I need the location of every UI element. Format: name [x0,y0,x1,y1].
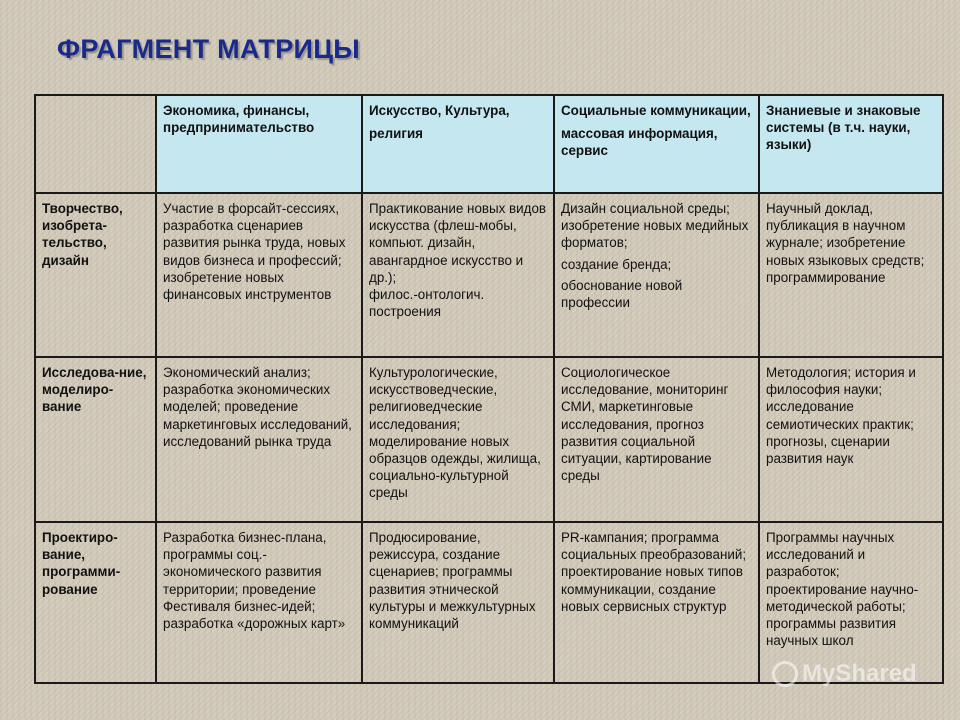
cell-text: PR-кампания; программа социальных преобразований; проектирование новых типов коммуникации, создание новых сервисных структур [561,530,747,614]
cell-text: филос.-онтологич. построения [369,287,485,320]
cell-text: Научный доклад, публикация в научном журнале; изобретение новых языковых средств; программирование [766,201,925,285]
corner-cell [35,95,156,193]
matrix-cell [759,357,943,522]
column-header-economics [156,95,362,193]
matrix-cell [156,193,362,357]
cell-text: создание бренда; [561,256,672,272]
cell-text: Культурологические, искусствоведческие, религиоведческие исследования; моделирование новых образцов одежды, жилища, социально-культурной среды [369,365,541,501]
matrix-cell [362,357,554,522]
watermark-text: MyShared [802,660,917,687]
column-header-text: Знаниевые и знаковые системы (в т.ч. науки, языки) [766,103,921,153]
row-header: Проектиро-вание, программи-рование [35,522,156,683]
cell-text: Дизайн социальной среды; изобретение новых медийных форматов; [561,201,749,251]
matrix-cell [759,522,943,683]
cell-text: Разработка бизнес-плана, программы соц.-экономического развития территории; проведение Фестиваля бизнес-идей; разработка «дорожных карт» [163,530,346,632]
slide-title: ФРАГМЕНТ МАТРИЦЫ [57,34,360,64]
cell-text: Методология; история и философия науки; исследование семиотических практик; прогнозы, сценарии развития наук [766,365,916,467]
column-header-text: массовая информация, сервис [561,126,718,159]
watermark-logo-icon [772,661,798,687]
header-row [35,95,943,193]
matrix-row-creativity [35,193,943,357]
column-header-text: Социальные коммуникации, [561,103,751,118]
column-header-knowledge-systems [759,95,943,193]
column-header-art-culture [362,95,554,193]
matrix-cell [759,193,943,357]
matrix-table [34,94,944,684]
cell-text: Участие в форсайт-сессиях, разработка сценариев развития рынка труда, новых видов бизнеса и профессий; изобретение новых финансовых инструментов [163,201,346,303]
column-header-text: Искусство, Культура, [369,103,510,118]
cell-text: Социологическое исследование, мониторинг СМИ, маркетинговые исследования, прогноз развития социальной ситуации, картирование среды [561,365,729,484]
matrix-row-research [35,357,943,522]
matrix-cell [362,193,554,357]
watermark [772,660,917,688]
row-header: Творчество, изобрета-тельство, дизайн [35,193,156,357]
matrix-cell [156,357,362,522]
matrix-cell [554,522,759,683]
cell-text: обоснование новой профессии [561,277,683,311]
cell-text: Программы научных исследований и разработок; проектирование научно-методической работы; программы развития научных школ [766,530,919,649]
cell-text: Продюсирование, режиссура, создание сценариев; программы развития этнической культуры и межкультурных коммуникаций [369,530,536,632]
cell-text: Экономический анализ; разработка экономических моделей; проведение маркетинговых исследований, исследований рынка труда [163,365,352,449]
column-header-text: религия [369,126,423,142]
column-header-social-communications [554,95,759,193]
matrix-cell [156,522,362,683]
matrix-cell [362,522,554,683]
row-header: Исследова-ние, моделиро-вание [35,357,156,522]
column-header-text: Экономика, финансы, предпринимательство [163,103,315,136]
matrix-row-design [35,522,943,683]
matrix-cell [554,193,759,357]
cell-text: Практикование новых видов искусства (флеш-мобы, компьют. дизайн, авангардное искусство и др.); [369,201,547,285]
matrix-cell [554,357,759,522]
